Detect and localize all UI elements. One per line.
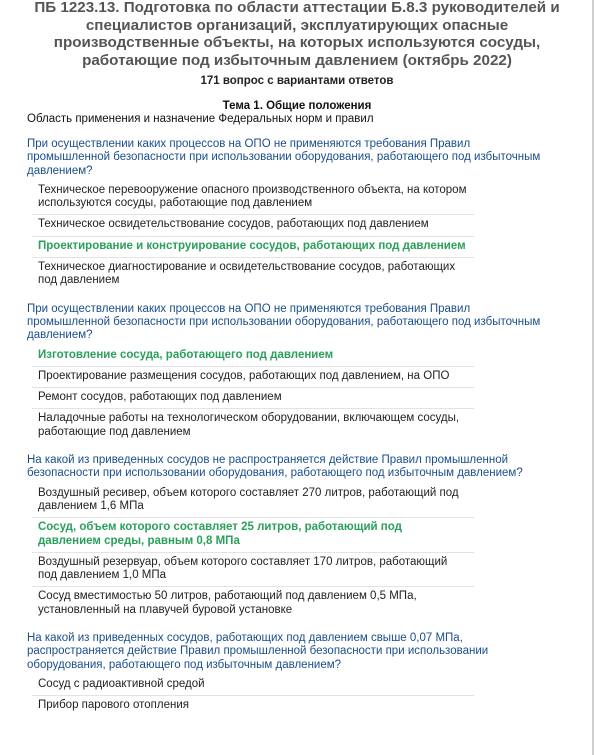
answer-list (0, 675, 594, 717)
answer-option: Воздушный резервуар, объем которого составляет 170 литров, работающий под давлением 1,0 МПа (32, 553, 474, 588)
answer-option: Сосуд вместимостью 50 литров, работающий под давлением 0,5 МПа, установленный на плавучей буровой установке (38, 590, 417, 616)
question-text: При осуществлении каких процессов на ОПО не применяются требования Правил промышленной безопасности при использовании оборудования, работающего под избыточным давлением? (27, 302, 541, 342)
answer-option: Воздушный ресивер, объем которого составляет 270 литров, работающий под давлением 1,6 МПа (32, 484, 474, 519)
answer-option: Проектирование размещения сосудов, работающих под давлением, на ОПО (32, 367, 474, 388)
question-block (0, 138, 594, 292)
answer-option-correct: Сосуд, объем которого составляет 25 литров, работающий под давлением среды, равным 0,8 МПа (32, 518, 474, 553)
answer-option-correct: Изготовление сосуда, работающего под давлением (32, 346, 474, 367)
answer-option: Сосуд с радиоактивной средой (32, 675, 474, 696)
answer-option: Наладочные работы на технологическом оборудовании, включающем сосуды, работающие под давлением (38, 412, 460, 438)
answer-option-correct: Проектирование и конструирование сосудов, работающих под давлением (32, 237, 474, 258)
topic-subtitle: Область применения и назначение Федеральных норм и правил (27, 113, 374, 125)
answer-list (0, 484, 594, 621)
question-text: На какой из приведенных сосудов, работающих под давлением свыше 0,07 МПа, распространяется действие Правил промышленной безопасности при использовании оборудования, работающего под избыточным давлением? (27, 632, 489, 671)
question-count: 171 вопрос с вариантами ответов (200, 75, 394, 87)
answer-option: Техническое освидетельствование сосудов, работающих под давлением (32, 215, 474, 236)
question-block (0, 632, 594, 716)
question-block (0, 454, 594, 621)
document-title: ПБ 1223.13. Подготовка по области аттестации Б.8.3 руководителей и специалистов организаций, эксплуатирующих опасные производственные объекты, на которых используются сосуды, работающие под избыточным давлением (октябрь 2022) (34, 0, 560, 69)
answer-list (0, 181, 594, 292)
answer-option: Ремонт сосудов, работающих под давлением (32, 388, 474, 409)
answer-option: Прибор парового отопления (38, 699, 189, 712)
question-text: На какой из приведенных сосудов не распространяется действие Правил промышленной безопасности при использовании оборудования, работающего под избыточным давлением? (27, 454, 523, 480)
question-list (0, 138, 594, 717)
answer-option: Техническое диагностирование и освидетельствование сосудов, работающих под давлением (38, 261, 456, 287)
topic-title: Тема 1. Общие положения (222, 100, 372, 112)
question-text: При осуществлении каких процессов на ОПО не применяются требования Правил промышленной безопасности при использовании оборудования, работающего под избыточным давлением? (27, 138, 541, 177)
answer-option: Техническое перевооружение опасного производственного объекта, на котором используются сосуды, работающие под давлением (32, 181, 474, 216)
answer-list (0, 346, 594, 443)
question-block (0, 303, 594, 443)
